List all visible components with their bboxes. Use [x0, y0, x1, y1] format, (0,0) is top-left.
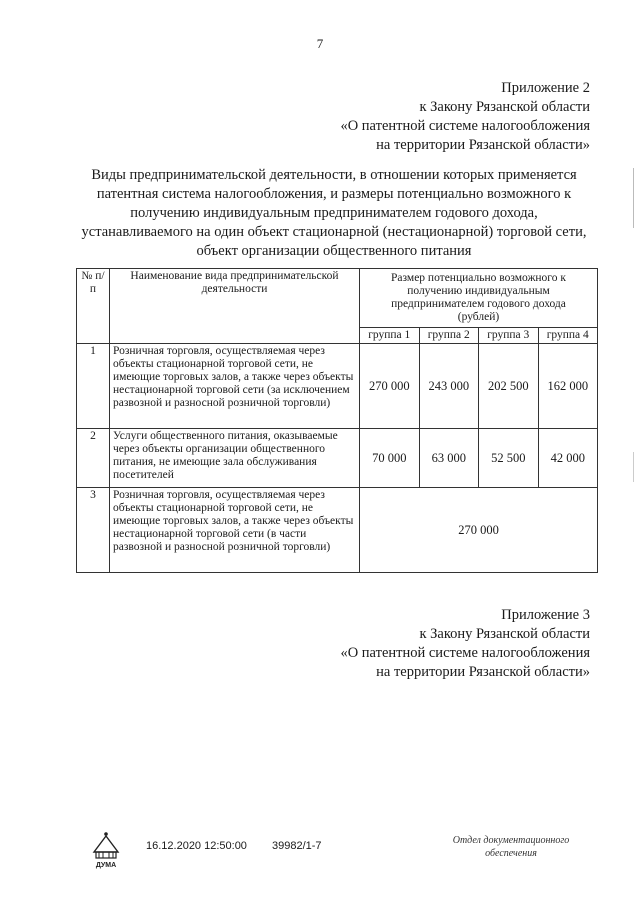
table-row: [77, 344, 598, 429]
row-number: 3: [77, 488, 110, 573]
table-header-row: [77, 269, 598, 328]
department-line: Отдел документационного: [452, 835, 570, 846]
footer-datetime: 16.12.2020 12:50:00: [146, 840, 247, 852]
table-row: [77, 429, 598, 488]
row-name: Розничная торговля, осуществляемая через объекты стационарной торговой сети, не имеющие торговых залов, а также через объекты нестационарной торговой сети (в части развозной и разносной розничной торговли): [110, 488, 360, 573]
row-value: 202 500: [479, 344, 539, 429]
row-number: 2: [77, 429, 110, 488]
row-merged-value: 270 000: [360, 488, 598, 573]
row-name: Розничная торговля, осуществляемая через объекты стационарной торговой сети, не имеющие торговых залов, а также через объекты нестационарной торговой сети (за исключением развозной и разносной розничной торговли): [110, 344, 360, 429]
appendix-3-header: [340, 606, 590, 682]
row-name: Услуги общественного питания, оказываемые через объекты организации общественного питания, не имеющие зала обслуживания посетителей: [110, 429, 360, 488]
appendix-3-line: к Закону Рязанской области: [419, 626, 590, 642]
row-value: 243 000: [419, 344, 479, 429]
page-number: 7: [316, 36, 324, 51]
appendix-3-line: на территории Рязанской области»: [376, 664, 590, 680]
heading-line: получению индивидуальным предпринимателем годового дохода,: [130, 205, 538, 221]
footer-doc-number: 39982/1-7: [272, 840, 322, 852]
appendix-2-line: «О патентной системе налогообложения: [340, 118, 590, 134]
income-table: [76, 268, 598, 573]
document-footer: [0, 828, 640, 878]
appendix-2-header: [340, 79, 590, 155]
row-value: 70 000: [360, 429, 420, 488]
row-value: 42 000: [538, 429, 598, 488]
appendix-3-line: «О патентной системе налогообложения: [340, 645, 590, 661]
row-value: 162 000: [538, 344, 598, 429]
col-header-name: Наименование вида предпринимательской деятельности: [110, 269, 360, 344]
appendix-2-line: Приложение 2: [501, 80, 590, 96]
group-header: группа 1: [360, 328, 420, 344]
group-header: группа 3: [479, 328, 539, 344]
heading-line: объект организации общественного питания: [196, 243, 472, 259]
department-line: обеспечения: [485, 848, 537, 859]
heading-line: патентная система налогообложения, и размеры потенциально возможного к: [96, 186, 572, 202]
document-heading: [60, 166, 608, 261]
row-value: 63 000: [419, 429, 479, 488]
duma-logo-icon: [88, 830, 124, 870]
col-header-size: Размер потенциально возможного к получению индивидуальным предпринимателем годового дохода (рублей): [360, 269, 598, 328]
heading-line: устанавливаемого на один объект стационарной (нестационарной) торговой сети,: [81, 224, 587, 240]
table-row: [77, 488, 598, 573]
appendix-2-line: к Закону Рязанской области: [419, 99, 590, 115]
col-header-number: № п/п: [77, 269, 110, 344]
footer-department-stamp: [446, 834, 576, 860]
heading-line: Виды предпринимательской деятельности, в отношении которых применяется: [91, 167, 577, 183]
group-header: группа 2: [419, 328, 479, 344]
group-header: группа 4: [538, 328, 598, 344]
appendix-2-line: на территории Рязанской области»: [376, 137, 590, 153]
row-value: 52 500: [479, 429, 539, 488]
scan-edge-mark: [633, 168, 634, 228]
scan-edge-mark: [633, 452, 634, 482]
row-value: 270 000: [360, 344, 420, 429]
row-number: 1: [77, 344, 110, 429]
appendix-3-line: Приложение 3: [501, 607, 590, 623]
logo-text: ДУМА: [95, 862, 117, 869]
